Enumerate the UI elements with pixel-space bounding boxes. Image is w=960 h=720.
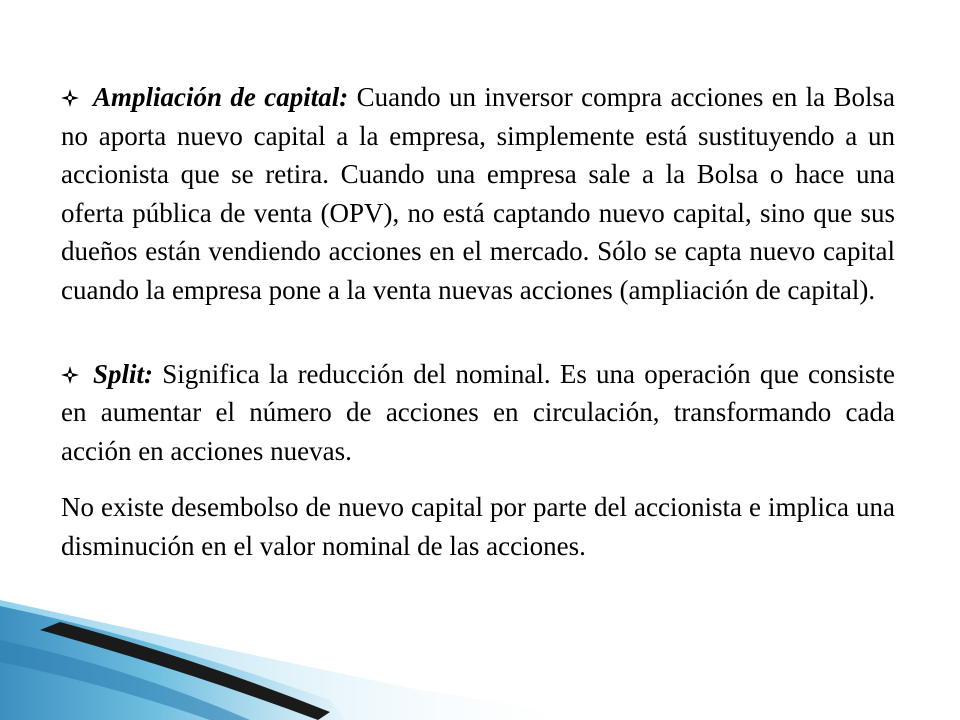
diamond-bullet-icon [61, 366, 79, 384]
note-paragraph: No existe desembolso de nuevo capital por parte del accionista e implica una disminución en el valor nominal de las acciones. [61, 492, 895, 561]
bullet-term: Ampliación de capital: [93, 82, 349, 112]
bullet-text: Significa la reducción del nominal. Es una operación que consiste en aumentar el número de acciones en circulación, transformando cada acción en acciones nuevas. [61, 358, 895, 466]
bullet-text: Cuando un inversor compra acciones en la Bolsa no aporta nuevo capital a la empresa, simplemente está sustituyendo a un accionista que se retira. Cuando una empresa sale a la Bolsa o hace una oferta pública de venta (OPV), no está captando nuevo capital, sino que sus dueños están vendiendo acciones en el mercado. Sólo se capta nuevo capital cuando la empresa pone a la venta nuevas acciones (ampliación de capital). [61, 82, 895, 305]
slide-content [61, 78, 895, 566]
bullet-paragraph-split [61, 355, 895, 471]
diamond-bullet-icon [61, 89, 79, 107]
bullet-paragraph-ampliacion [61, 78, 895, 310]
bullet-term: Split: [93, 358, 154, 389]
